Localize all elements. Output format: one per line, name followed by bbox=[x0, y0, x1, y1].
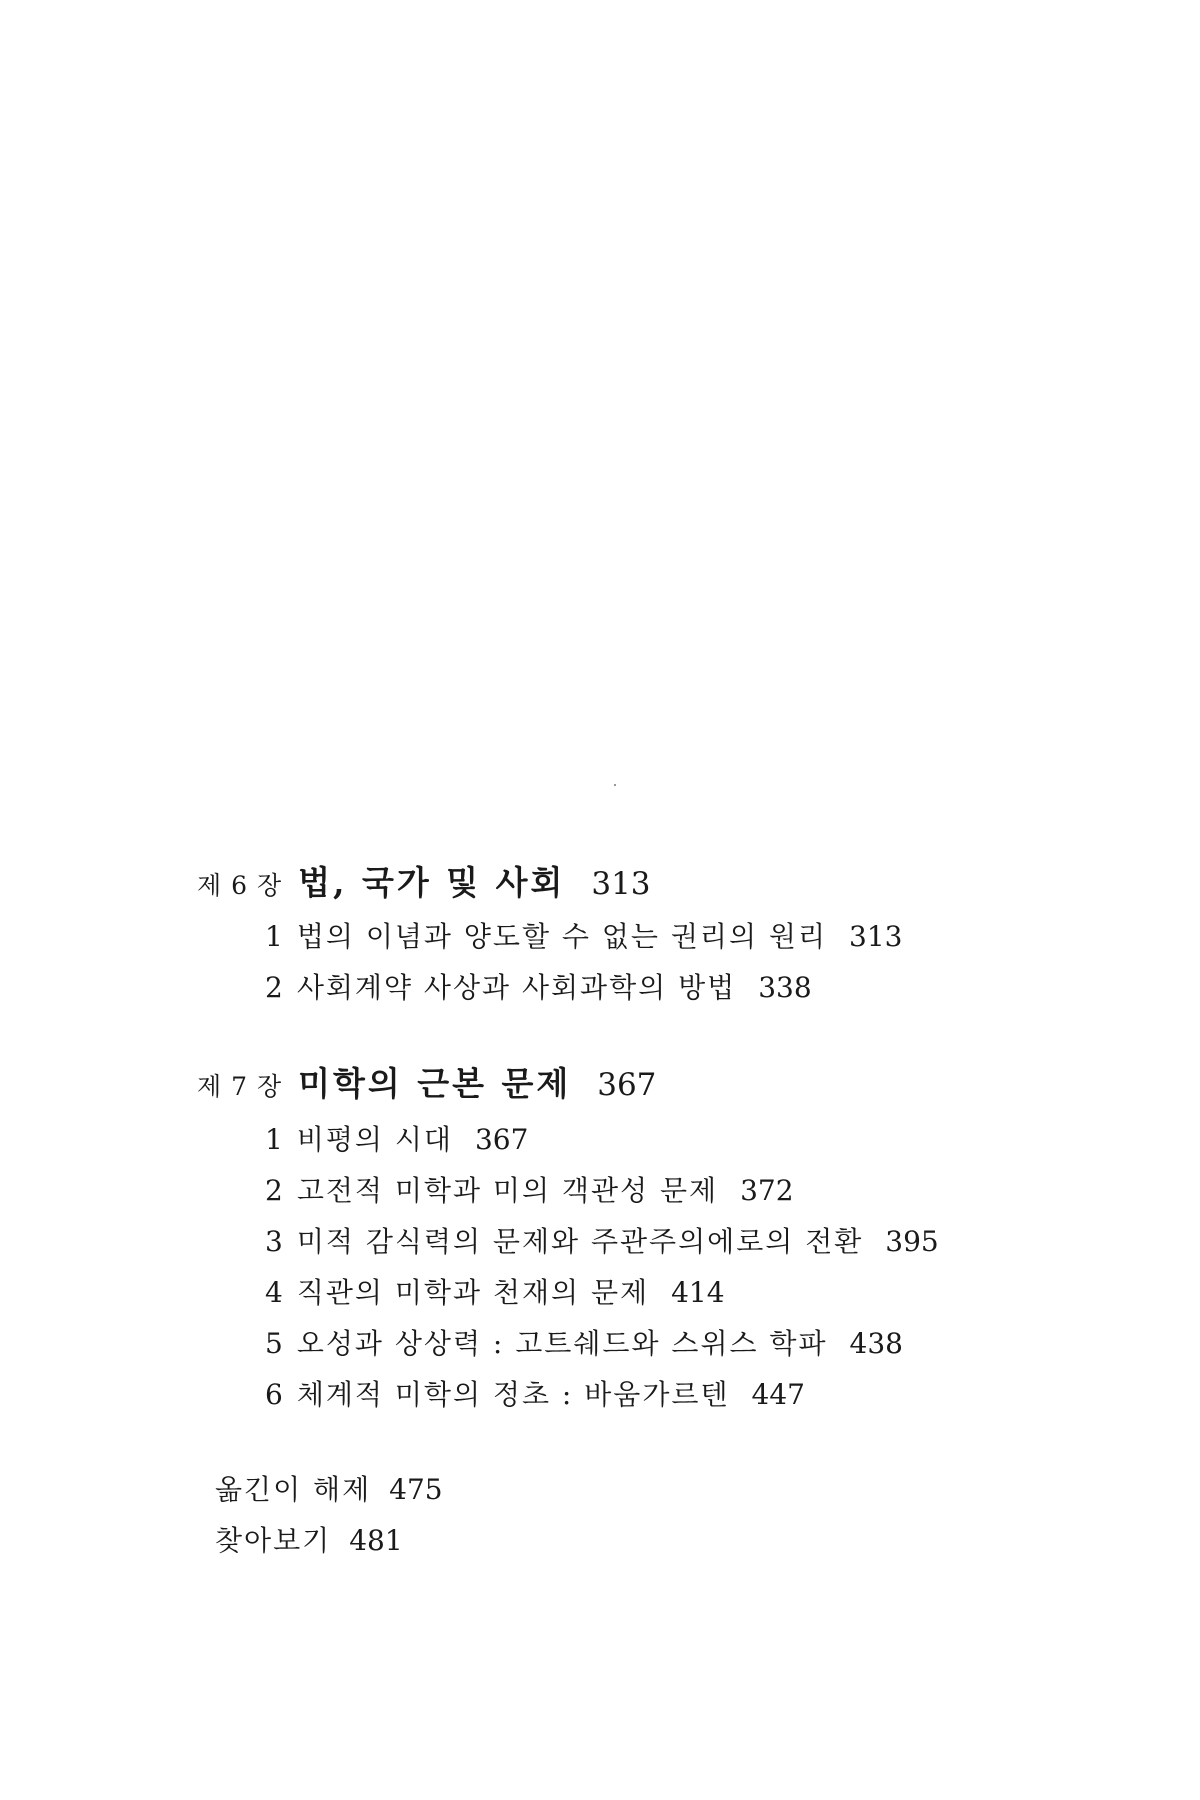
section-title: 사회계약 사상과 사회과학의 방법 bbox=[296, 971, 737, 1004]
section-page-number: 447 bbox=[751, 1378, 805, 1411]
chapter-7-heading bbox=[197, 1058, 656, 1105]
chapter-page-number: 313 bbox=[591, 866, 651, 902]
back-matter-page-number: 475 bbox=[389, 1473, 443, 1506]
chapter-title: 미학의 근본 문제 bbox=[298, 1064, 572, 1103]
back-matter-entry bbox=[215, 1519, 403, 1559]
section-page-number: 372 bbox=[740, 1174, 794, 1207]
toc-entry bbox=[265, 915, 902, 955]
section-page-number: 313 bbox=[849, 920, 903, 953]
section-number: 2 bbox=[265, 1174, 285, 1207]
section-number: 2 bbox=[265, 971, 285, 1004]
toc-entry bbox=[265, 1373, 805, 1413]
chapter-label: 제 7 장 bbox=[197, 1072, 283, 1101]
chapter-6-heading bbox=[197, 857, 651, 904]
back-matter-page-number: 481 bbox=[349, 1524, 403, 1557]
section-page-number: 395 bbox=[885, 1225, 939, 1258]
section-number: 3 bbox=[265, 1225, 285, 1258]
toc-entry bbox=[265, 1118, 528, 1158]
section-page-number: 414 bbox=[671, 1276, 725, 1309]
toc-entry bbox=[265, 1322, 903, 1362]
chapter-label: 제 6 장 bbox=[197, 871, 283, 900]
section-page-number: 438 bbox=[849, 1327, 903, 1360]
back-matter-title: 찾아보기 bbox=[215, 1524, 332, 1557]
section-title: 오성과 상상력 : 고트쉐드와 스위스 학파 bbox=[296, 1327, 828, 1360]
section-title: 직관의 미학과 천재의 문제 bbox=[296, 1276, 650, 1309]
toc-entry bbox=[265, 1271, 725, 1311]
back-matter-entry bbox=[215, 1468, 443, 1508]
section-title: 체계적 미학의 정초 : 바움가르텐 bbox=[296, 1378, 730, 1411]
section-number: 5 bbox=[265, 1327, 285, 1360]
section-title: 고전적 미학과 미의 객관성 문제 bbox=[296, 1174, 719, 1207]
section-number: 4 bbox=[265, 1276, 285, 1309]
chapter-title: 법, 국가 및 사회 bbox=[298, 863, 566, 902]
section-title: 미적 감식력의 문제와 주관주의에로의 전환 bbox=[296, 1225, 864, 1258]
section-page-number: 367 bbox=[474, 1123, 529, 1156]
back-matter-title: 옮긴이 해제 bbox=[215, 1473, 372, 1506]
stray-dot bbox=[614, 784, 616, 786]
chapter-page-number: 367 bbox=[597, 1067, 657, 1103]
toc-entry bbox=[265, 966, 812, 1006]
toc-entry bbox=[265, 1169, 794, 1209]
toc-entry bbox=[265, 1220, 939, 1260]
section-title: 비평의 시대 bbox=[296, 1123, 453, 1156]
section-page-number: 338 bbox=[758, 971, 812, 1004]
section-title: 법의 이념과 양도할 수 없는 권리의 원리 bbox=[296, 920, 828, 953]
section-number: 1 bbox=[265, 1123, 285, 1156]
section-number: 1 bbox=[265, 920, 285, 953]
section-number: 6 bbox=[265, 1378, 285, 1411]
